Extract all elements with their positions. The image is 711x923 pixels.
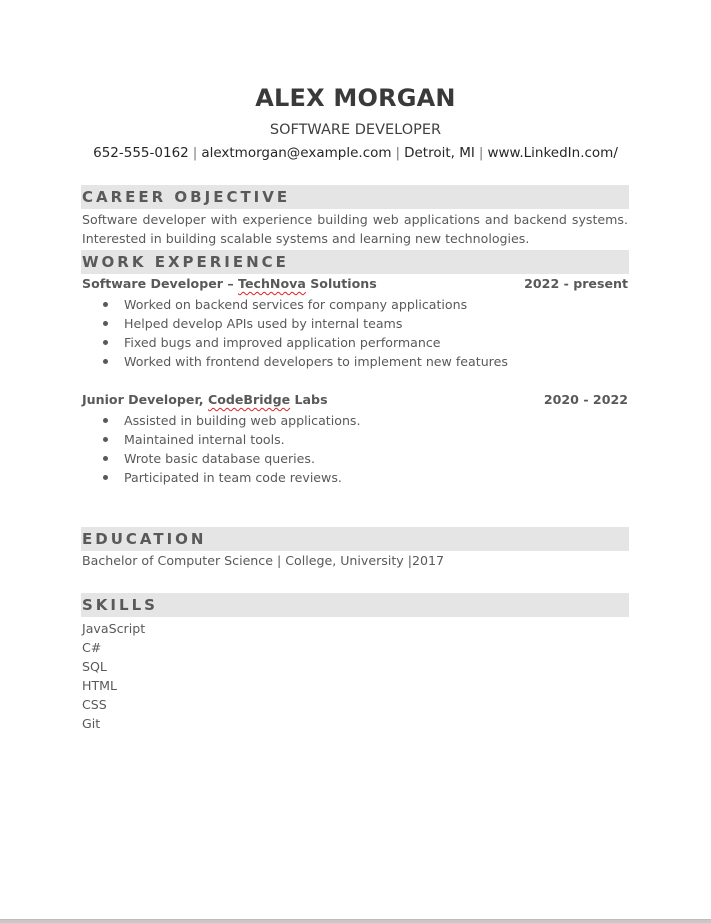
bullet-text: Wrote basic database queries. — [124, 451, 315, 466]
bullet-text: Fixed bugs and improved application performance — [124, 335, 441, 350]
section-heading-work-experience — [81, 250, 629, 274]
job-dates: 2022 - present — [524, 276, 628, 291]
bullet-icon — [103, 437, 108, 442]
list-item: Git — [82, 716, 101, 731]
list-item: C# — [82, 640, 102, 655]
job-role: Junior Developer, — [82, 392, 208, 407]
list-item — [82, 411, 361, 430]
list-item — [82, 468, 361, 487]
list-item — [82, 449, 361, 468]
list-item: HTML — [82, 678, 118, 693]
section-heading-text: EDUCATION — [82, 530, 207, 548]
job-role-company — [82, 392, 328, 407]
section-heading-career-objective — [81, 185, 629, 209]
list-item — [82, 430, 361, 449]
job-role-company — [82, 276, 377, 291]
separator: | — [395, 145, 401, 161]
page-edge-divider — [0, 919, 711, 923]
bullet-text: Participated in team code reviews. — [124, 470, 342, 485]
bullet-icon — [103, 302, 108, 307]
section-heading-text: SKILLS — [82, 596, 158, 614]
company-suffix: Solutions — [305, 276, 377, 291]
company-suffix: Labs — [290, 392, 328, 407]
list-item — [82, 295, 508, 314]
section-heading-skills — [81, 593, 629, 617]
email: alextmorgan@example.com — [201, 145, 392, 161]
bullet-icon — [103, 418, 108, 423]
bullet-text: Maintained internal tools. — [124, 432, 285, 447]
bullet-icon — [103, 321, 108, 326]
location: Detroit, MI — [404, 145, 475, 161]
bullet-text: Helped develop APIs used by internal teams — [124, 316, 403, 331]
job-role: Software Developer – — [82, 276, 239, 291]
bullet-icon — [103, 475, 108, 480]
list-item: JavaScript — [82, 621, 146, 636]
job-bullet-list — [82, 411, 361, 487]
bullet-text: Worked with frontend developers to implement new features — [124, 354, 508, 369]
list-item — [82, 314, 508, 333]
phone: 652-555-0162 — [93, 145, 189, 161]
education-entry: Bachelor of Computer Science | College, University |2017 — [82, 553, 445, 568]
bullet-text: Worked on backend services for company applications — [124, 297, 468, 312]
list-item — [82, 333, 508, 352]
bullet-icon — [103, 456, 108, 461]
objective-line-1: Software developer with experience building web applications and backend systems. — [82, 212, 628, 227]
bullet-icon — [103, 359, 108, 364]
list-item — [82, 352, 508, 371]
job-header — [82, 392, 628, 411]
objective-line-2: Interested in building scalable systems and learning new technologies. — [82, 231, 530, 246]
bullet-icon — [103, 340, 108, 345]
bullet-text: Assisted in building web applications. — [124, 413, 361, 428]
separator: | — [478, 145, 484, 161]
separator: | — [192, 145, 198, 161]
job-bullet-list — [82, 295, 508, 371]
section-heading-text: WORK EXPERIENCE — [82, 253, 289, 271]
skills-list — [82, 619, 145, 733]
job-title: SOFTWARE DEVELOPER — [269, 122, 442, 138]
company-name-misspelled: TechNova — [238, 276, 306, 291]
section-heading-education — [81, 527, 629, 551]
job-dates: 2020 - 2022 — [543, 392, 628, 407]
objective-paragraph — [82, 210, 628, 248]
contact-line — [0, 145, 711, 161]
list-item: CSS — [82, 697, 107, 712]
job-header — [82, 276, 628, 295]
list-item: SQL — [82, 659, 107, 674]
candidate-name: ALEX MORGAN — [255, 84, 456, 112]
section-heading-text: CAREER OBJECTIVE — [82, 188, 291, 206]
website: www.LinkedIn.com/ — [487, 145, 618, 161]
company-name-misspelled: CodeBridge — [207, 392, 291, 407]
